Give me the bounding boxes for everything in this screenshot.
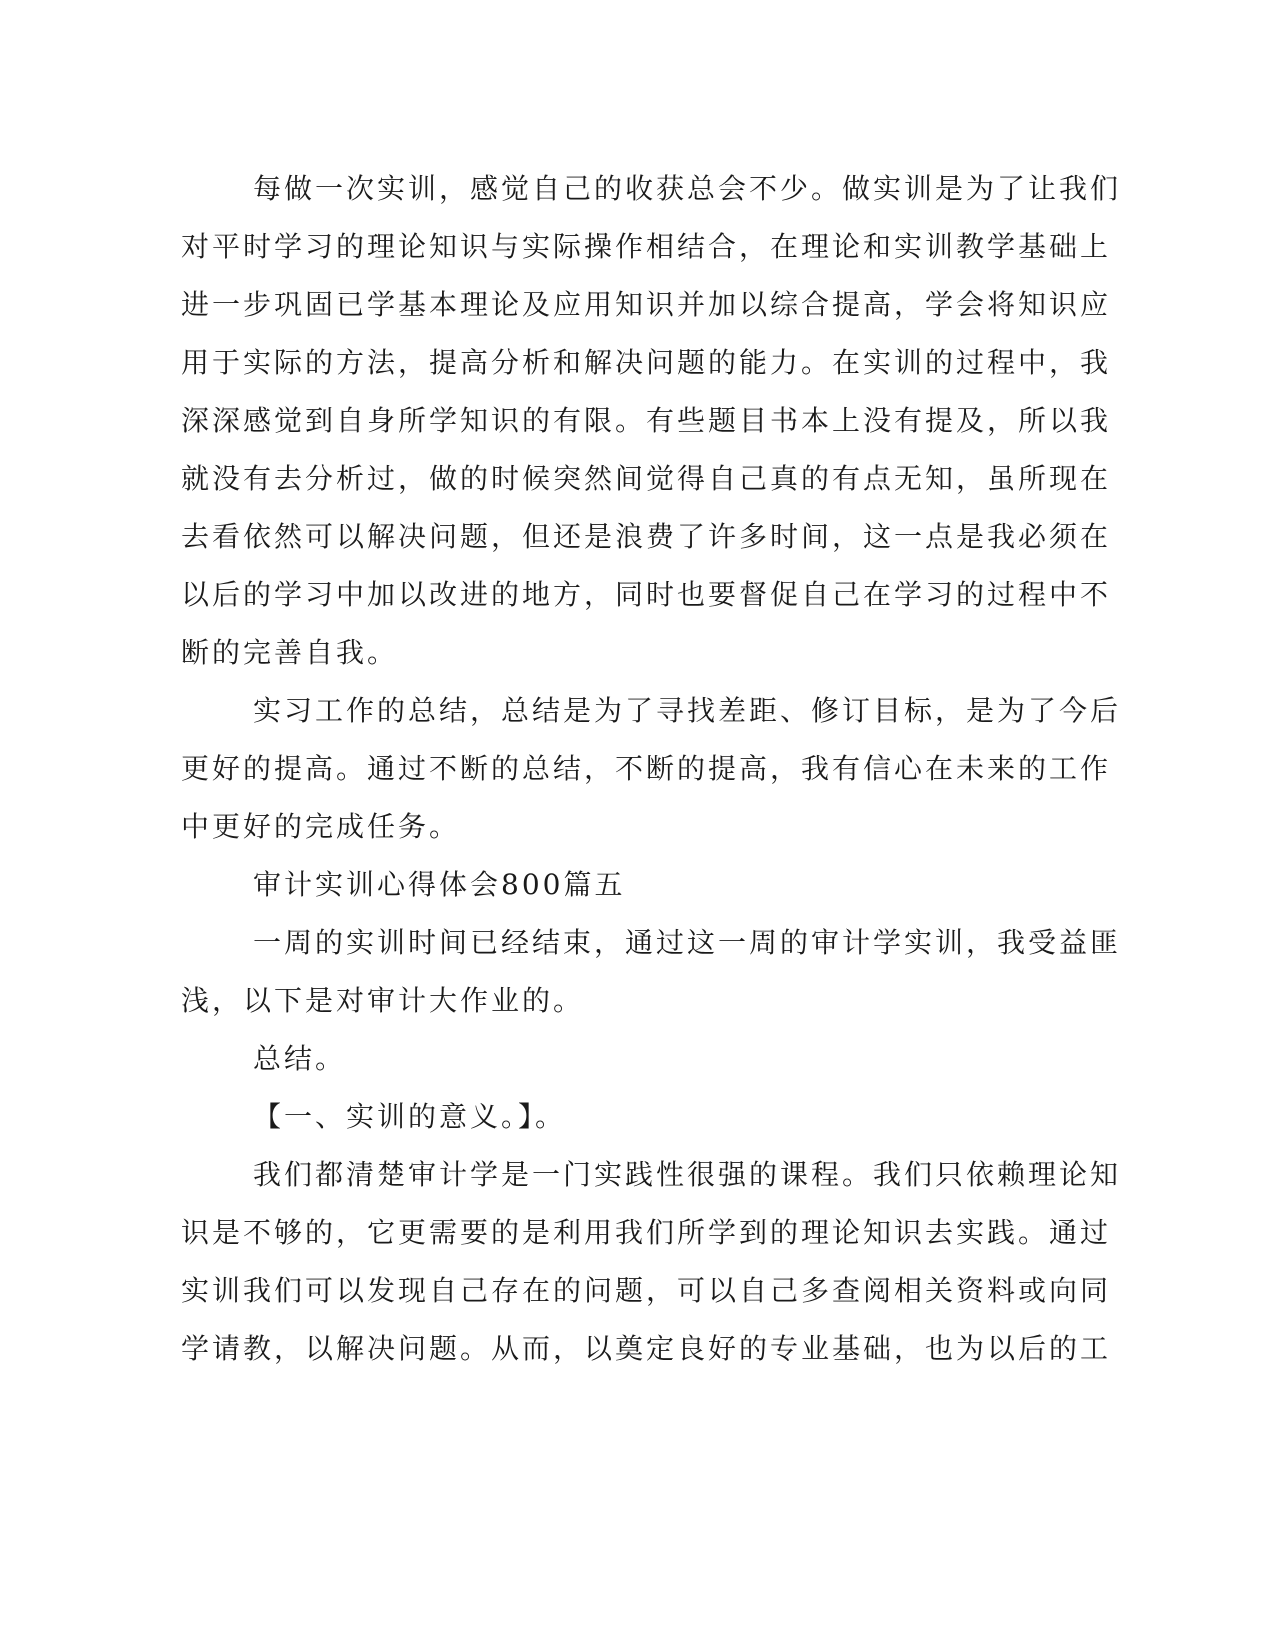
text-line: 进一步巩固已学基本理论及应用知识并加以综合提高，学会将知识应 xyxy=(181,288,1112,321)
text-line: 中更好的完成任务。 xyxy=(181,810,461,843)
text-line: 总结。 xyxy=(253,1042,347,1075)
text-line: 用于实际的方法，提高分析和解决问题的能力。在实训的过程中，我 xyxy=(181,346,1112,379)
text-line: 我们都清楚审计学是一门实践性很强的课程。我们只依赖理论知 xyxy=(253,1158,1122,1191)
text-line: 更好的提高。通过不断的总结，不断的提高，我有信心在未来的工作 xyxy=(181,752,1112,785)
text-line: 实训我们可以发现自己存在的问题，可以自己多查阅相关资料或向同 xyxy=(181,1274,1112,1307)
text-line: 一周的实训时间已经结束，通过这一周的审计学实训，我受益匪 xyxy=(253,926,1122,959)
text-line: 学请教，以解决问题。从而，以奠定良好的专业基础，也为以后的工 xyxy=(181,1332,1112,1365)
text-line: 对平时学习的理论知识与实际操作相结合，在理论和实训教学基础上 xyxy=(181,230,1112,263)
text-line: 断的完善自我。 xyxy=(181,636,399,669)
text-line: 识是不够的，它更需要的是利用我们所学到的理论知识去实践。通过 xyxy=(181,1216,1112,1249)
text-line: 每做一次实训，感觉自己的收获总会不少。做实训是为了让我们 xyxy=(253,172,1122,205)
text-line: 浅，以下是对审计大作业的。 xyxy=(181,984,585,1017)
text-line: 去看依然可以解决问题，但还是浪费了许多时间，这一点是我必须在 xyxy=(181,520,1112,553)
text-line: 实习工作的总结，总结是为了寻找差距、修订目标，是为了今后 xyxy=(253,694,1122,727)
document-body xyxy=(181,160,1122,1378)
text-line: 就没有去分析过，做的时候突然间觉得自己真的有点无知，虽所现在 xyxy=(181,462,1112,495)
text-line: 深深感觉到自身所学知识的有限。有些题目书本上没有提及，所以我 xyxy=(181,404,1112,437)
section-heading: 审计实训心得体会800篇五 xyxy=(253,868,626,901)
subsection-heading: 【一、实训的意义。】。 xyxy=(253,1100,567,1133)
text-line: 以后的学习中加以改进的地方，同时也要督促自己在学习的过程中不 xyxy=(181,578,1112,611)
